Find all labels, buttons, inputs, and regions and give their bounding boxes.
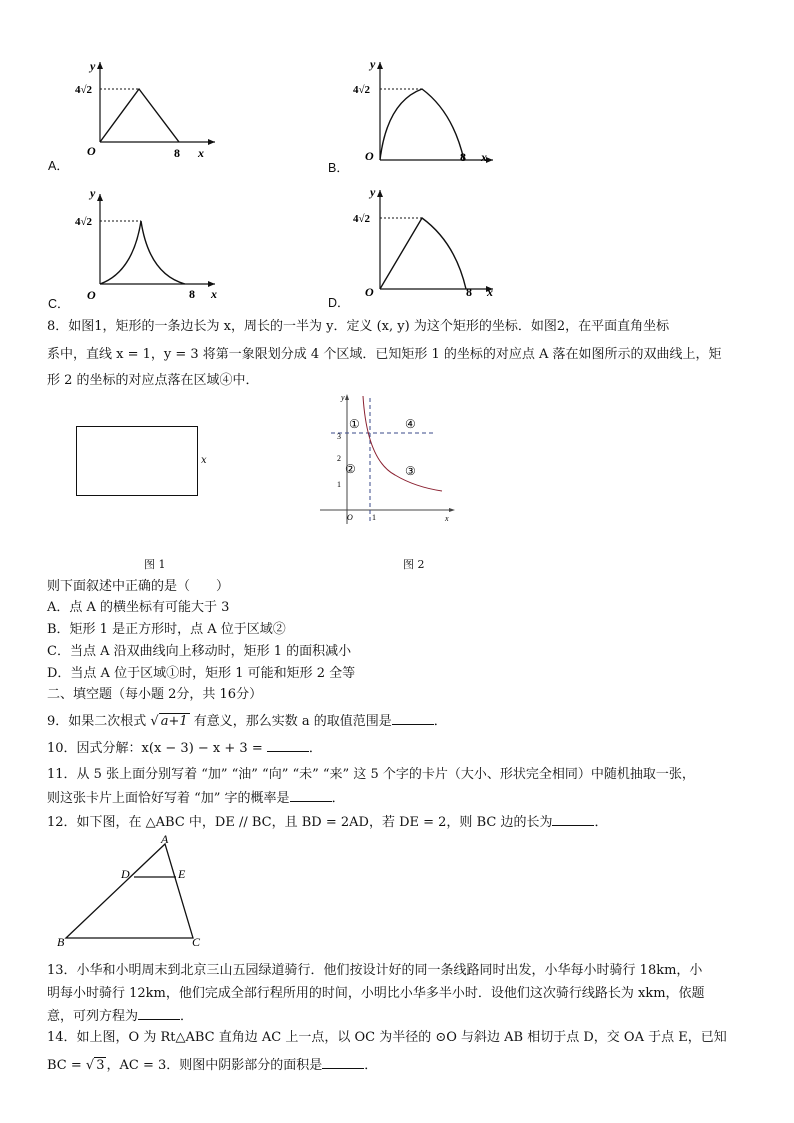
y-arrow-icon bbox=[97, 194, 103, 201]
x-label: x bbox=[481, 150, 487, 164]
q14-line1: 14．如上图，O 为 Rt△ABC 直角边 AC 上一点，以 OC 为半径的 ⊙O 与斜边 AB 相切于点 D，交 OA 于点 E，已知 bbox=[47, 1030, 727, 1045]
x-arrow-icon bbox=[486, 157, 493, 163]
figure-2-caption: 图 2 bbox=[403, 558, 425, 571]
y-arrow-icon bbox=[377, 190, 383, 197]
ymax-label: 4√2 bbox=[353, 84, 371, 96]
y-arrow-icon bbox=[377, 62, 383, 69]
graph-curve bbox=[100, 89, 179, 142]
q11-line2-text: 则这张卡片上面恰好写着 “加” 字的概率是 bbox=[47, 791, 290, 806]
figure-1-rectangle bbox=[76, 426, 198, 496]
option-graph-a bbox=[45, 50, 225, 175]
option-graph-b bbox=[325, 50, 505, 175]
tick-y-3: 3 bbox=[337, 432, 341, 441]
q14-end: ． bbox=[364, 1058, 378, 1073]
graph-a-svg bbox=[45, 50, 225, 175]
region-2-label: ② bbox=[345, 462, 356, 476]
figure-1-side-label: x bbox=[201, 455, 207, 466]
ymax-label: 4√2 bbox=[75, 84, 93, 96]
q11-end: ． bbox=[331, 791, 345, 806]
tick-y-1: 1 bbox=[337, 480, 341, 489]
q12-pre: 12．如下图，在 △ABC 中，DE // BC，且 BD = 2AD，若 DE = 2，则 BC 边的长为 bbox=[47, 815, 553, 830]
q11-line2 bbox=[47, 789, 345, 808]
q14-bc: BC = bbox=[47, 1058, 86, 1073]
q9-post: 有意义，那么实数 a 的取值范围是 bbox=[189, 714, 392, 729]
triangle-figure bbox=[48, 830, 218, 952]
origin-label: O bbox=[365, 285, 374, 299]
figure-2-svg bbox=[315, 390, 465, 530]
region-1-label: ① bbox=[349, 417, 360, 431]
origin-label: O bbox=[347, 513, 353, 522]
section-2-heading: 二、填空题（每小题 2分，共 16分） bbox=[47, 687, 263, 702]
q10-answer-blank[interactable] bbox=[267, 739, 309, 752]
q13-answer-blank[interactable] bbox=[138, 1007, 180, 1020]
xmax-label: 8 bbox=[174, 146, 180, 160]
q8-option-a[interactable]: A．点 A 的横坐标有可能大于 3 bbox=[47, 600, 230, 615]
x-label: x bbox=[487, 285, 493, 299]
q13-line2: 明每小时骑行 12km，他们完成全部行程所用的时间，小明比小华多半小时．设他们这次骑行线路长为 xkm，依题 bbox=[47, 986, 705, 1001]
xmax-label: 8 bbox=[466, 285, 472, 299]
q11-line1: 11．从 5 张上面分别写着 “加” “油” “向” “未” “来” 这 5 个字的卡片（大小、形状完全相同）中随机抽取一张， bbox=[47, 767, 695, 782]
q8-line1: 8．如图1，矩形的一条边长为 x，周长的一半为 y．定义 (x, y) 为这个矩形的坐标．如图2，在平面直角坐标 bbox=[47, 319, 670, 334]
q14-line2-text: ，AC = 3．则图中阴影部分的面积是 bbox=[106, 1058, 323, 1073]
q13-line3-text: 意，可列方程为 bbox=[47, 1009, 139, 1024]
q9-end: ． bbox=[433, 714, 447, 729]
figure-1-caption: 图 1 bbox=[144, 558, 166, 571]
origin-label: O bbox=[87, 144, 96, 158]
q9-pre: 9．如果二次根式 bbox=[47, 714, 151, 729]
origin-label: O bbox=[87, 288, 96, 302]
point-e: E bbox=[178, 867, 186, 881]
point-d: D bbox=[121, 867, 130, 881]
xmax-label: 8 bbox=[460, 150, 466, 164]
q8-option-c[interactable]: C．当点 A 沿双曲线向上移动时，矩形 1 的面积减小 bbox=[47, 644, 352, 659]
q9-radicand: a+1 bbox=[160, 714, 188, 729]
q8-option-d[interactable]: D．当点 A 位于区域①时，矩形 1 可能和矩形 2 全等 bbox=[47, 666, 356, 681]
q10 bbox=[47, 739, 322, 758]
xmax-label: 8 bbox=[189, 287, 195, 301]
q12-answer-blank[interactable] bbox=[552, 813, 594, 826]
x-arrow-icon bbox=[449, 508, 455, 512]
q11-answer-blank[interactable] bbox=[290, 789, 332, 802]
graph-curve bbox=[380, 89, 464, 160]
figure-2 bbox=[315, 390, 465, 530]
option-graph-c bbox=[45, 182, 225, 311]
vertex-a: A bbox=[161, 832, 169, 846]
q8-prompt: 则下面叙述中正确的是（ ） bbox=[47, 579, 230, 594]
option-c-label[interactable]: C． bbox=[48, 297, 70, 311]
graph-d-svg bbox=[325, 182, 505, 307]
x-label: x bbox=[211, 287, 217, 301]
option-d-label[interactable]: D． bbox=[328, 296, 350, 310]
q14-sqrt-value: 3 bbox=[96, 1058, 105, 1073]
y-label: y bbox=[90, 59, 96, 73]
q10-pre: 10．因式分解：x(x − 3) − x + 3 = bbox=[47, 741, 267, 756]
q14-answer-blank[interactable] bbox=[322, 1056, 364, 1069]
region-4-label: ④ bbox=[405, 417, 416, 431]
ymax-label: 4√2 bbox=[75, 216, 93, 228]
q8-line3: 形 2 的坐标的对应点落在区域④中． bbox=[47, 373, 259, 388]
triangle-svg bbox=[48, 830, 218, 952]
sqrt-sign-icon: √ bbox=[85, 1058, 95, 1073]
y-arrow-icon bbox=[97, 62, 103, 69]
tick-x-1: 1 bbox=[372, 513, 376, 522]
q14-line2 bbox=[47, 1056, 377, 1075]
q13-line3 bbox=[47, 1007, 193, 1026]
q8-line2: 系中，直线 x = 1，y = 3 将第一象限划分成 4 个区域．已知矩形 1 的坐标的对应点 A 落在如图所示的双曲线上，矩 bbox=[47, 347, 722, 362]
origin-label: O bbox=[365, 149, 374, 163]
q10-end: ． bbox=[308, 741, 322, 756]
y-label: y bbox=[370, 57, 376, 71]
graph-c-svg bbox=[45, 182, 225, 307]
x-label: x bbox=[445, 514, 449, 523]
q13-end: ． bbox=[180, 1009, 194, 1024]
option-b-label[interactable]: B． bbox=[328, 161, 349, 175]
y-label: y bbox=[370, 185, 376, 199]
ymax-label: 4√2 bbox=[353, 213, 371, 225]
q12-end: ． bbox=[594, 815, 608, 830]
q9-answer-blank[interactable] bbox=[392, 712, 434, 725]
q8-option-b[interactable]: B．矩形 1 是正方形时，点 A 位于区域② bbox=[47, 622, 286, 637]
y-label: y bbox=[341, 393, 345, 402]
q13-line1: 13．小华和小明周末到北京三山五园绿道骑行．他们按设计好的同一条线路同时出发，小华每小时骑行 18km，小 bbox=[47, 963, 703, 978]
vertex-b: B bbox=[57, 935, 65, 949]
vertex-c: C bbox=[192, 935, 201, 949]
option-graph-d bbox=[325, 182, 505, 310]
q9 bbox=[47, 712, 447, 731]
region-3-label: ③ bbox=[405, 464, 416, 478]
hyperbola-curve bbox=[363, 396, 442, 491]
tick-y-2: 2 bbox=[337, 454, 341, 463]
y-label: y bbox=[90, 186, 96, 200]
y-arrow-icon bbox=[345, 394, 349, 400]
graph-curve bbox=[100, 221, 185, 284]
option-a-label[interactable]: A． bbox=[48, 159, 69, 173]
x-label: x bbox=[198, 146, 204, 160]
sqrt-sign-icon: √ bbox=[150, 714, 159, 729]
triangle-abc bbox=[66, 844, 193, 938]
graph-b-svg bbox=[325, 50, 505, 175]
graph-curve bbox=[380, 218, 466, 289]
x-arrow-icon bbox=[208, 139, 215, 145]
